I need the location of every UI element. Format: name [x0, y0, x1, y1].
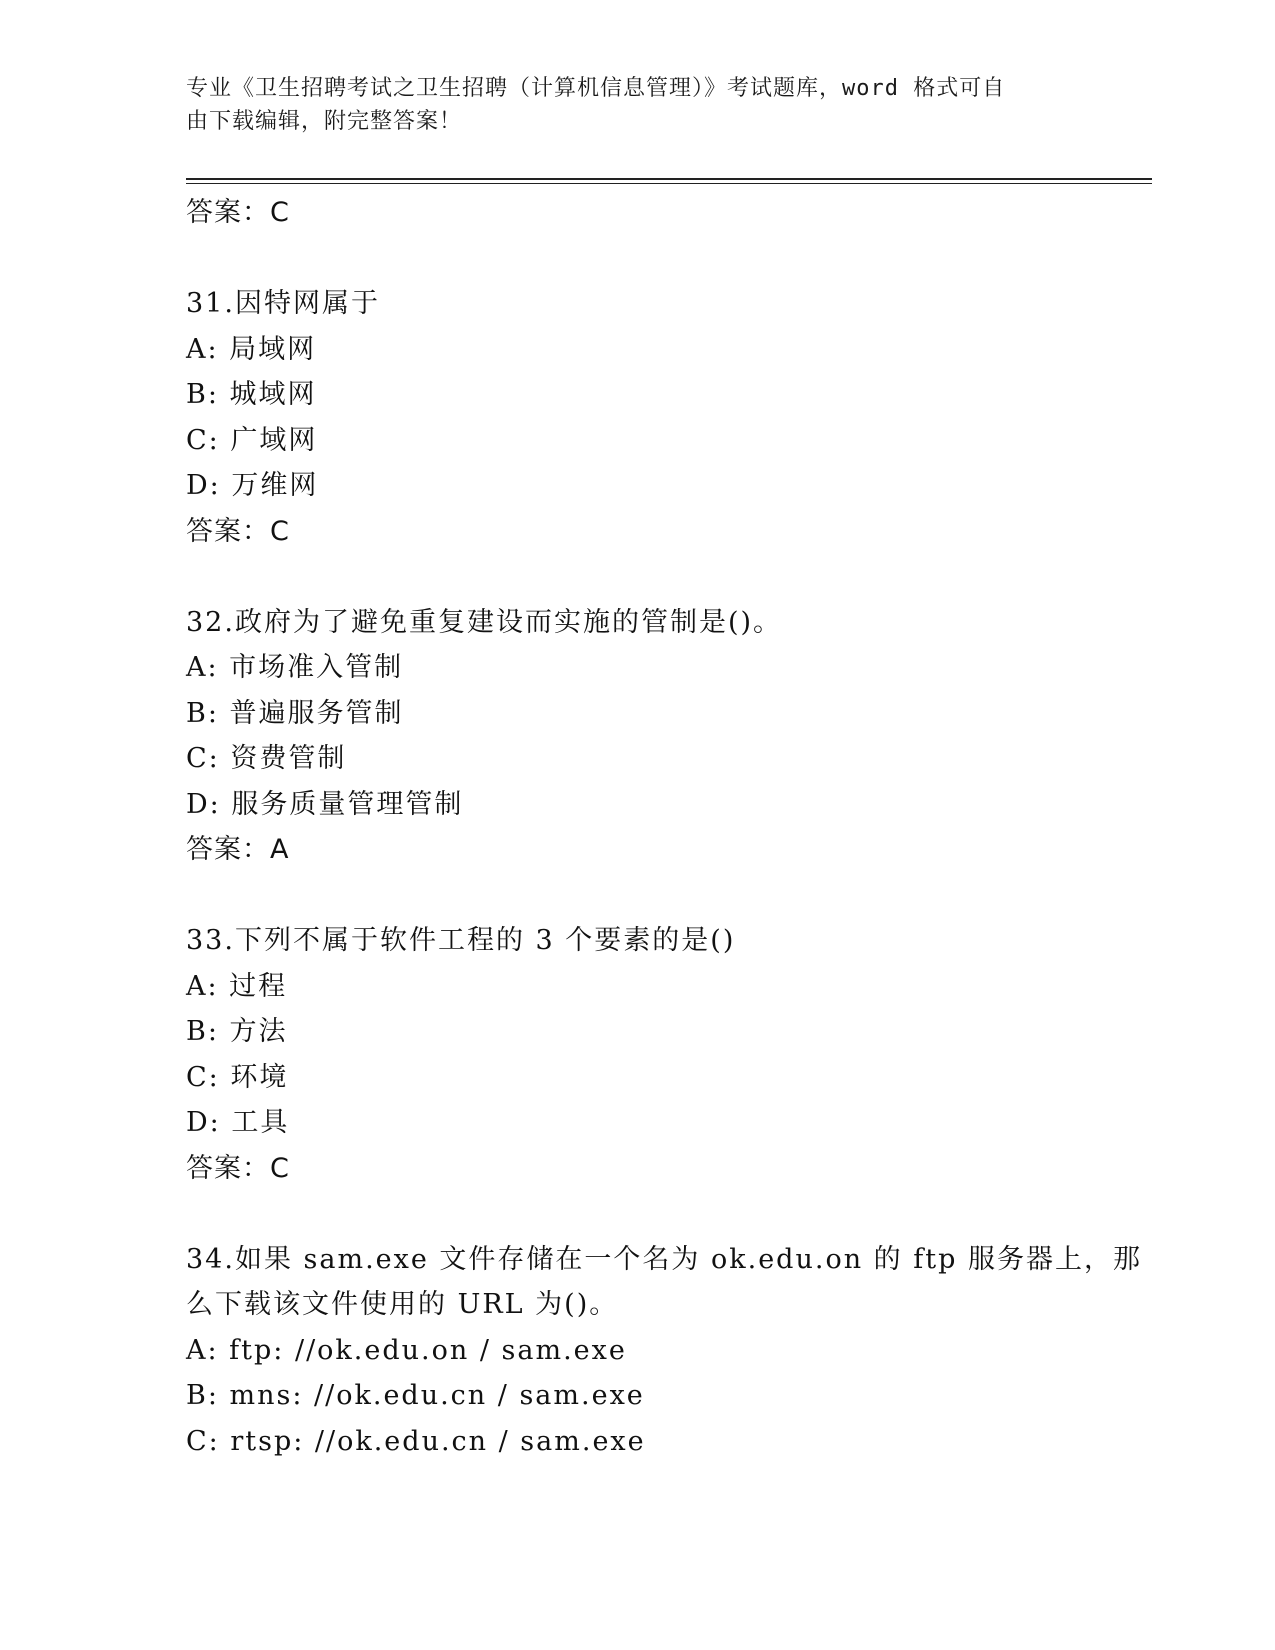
option-c: C: rtsp: //ok.edu.cn / sam.exe	[186, 1425, 646, 1457]
question-block	[186, 281, 1086, 554]
option-a: A: 市场准入管制	[186, 652, 404, 683]
option-a: A: 过程	[186, 970, 288, 1002]
header-divider-thick	[186, 178, 1152, 180]
answer-line: 答案：C	[186, 515, 290, 547]
answer-line: 答案：C	[186, 197, 290, 228]
option-b: B: 方法	[186, 1016, 288, 1047]
spacer	[186, 236, 1086, 282]
question-stem: 32.政府为了避免重复建设而实施的管制是()。	[186, 606, 783, 638]
spacer	[186, 1191, 1086, 1237]
option-c: C: 广域网	[186, 424, 318, 456]
question-block	[186, 1237, 1142, 1465]
document-header	[186, 72, 1066, 138]
question-block	[186, 918, 1086, 1191]
answer-line: 答案：A	[186, 834, 290, 865]
option-b: B: 普遍服务管制	[186, 697, 404, 729]
option-c: C: 环境	[186, 1061, 289, 1093]
option-c: C: 资费管制	[186, 743, 347, 774]
question-stem: 33.下列不属于软件工程的 3 个要素的是()	[186, 925, 736, 956]
question-block	[186, 600, 1086, 873]
answer-line: 答案：C	[186, 1152, 290, 1184]
option-b: B: mns: //ok.edu.cn / sam.exe	[186, 1380, 645, 1411]
question-stem-line-1: 34.如果 sam.exe 文件存储在一个名为 ok.edu.on 的 ftp 服务器上，那	[186, 1243, 1142, 1275]
option-d: D: 服务质量管理管制	[186, 788, 464, 820]
option-d: D: 工具	[186, 1107, 290, 1138]
header-line-1: 专业《卫生招聘考试之卫生招聘（计算机信息管理）》考试题库，word 格式可自	[186, 76, 1006, 101]
spacer	[186, 554, 1086, 600]
option-a: A: 局域网	[186, 333, 317, 365]
option-a: A: ftp: //ok.edu.on / sam.exe	[186, 1334, 627, 1366]
document-body	[186, 190, 1142, 1464]
header-divider-thin	[186, 183, 1152, 184]
question-stem-line-2: 么下载该文件使用的 URL 为()。	[186, 1289, 619, 1320]
option-b: B: 城域网	[186, 379, 317, 410]
option-d: D: 万维网	[186, 470, 319, 501]
header-line-2: 由下载编辑，附完整答案！	[186, 109, 463, 134]
spacer	[186, 873, 1086, 919]
question-stem: 31.因特网属于	[186, 288, 380, 319]
